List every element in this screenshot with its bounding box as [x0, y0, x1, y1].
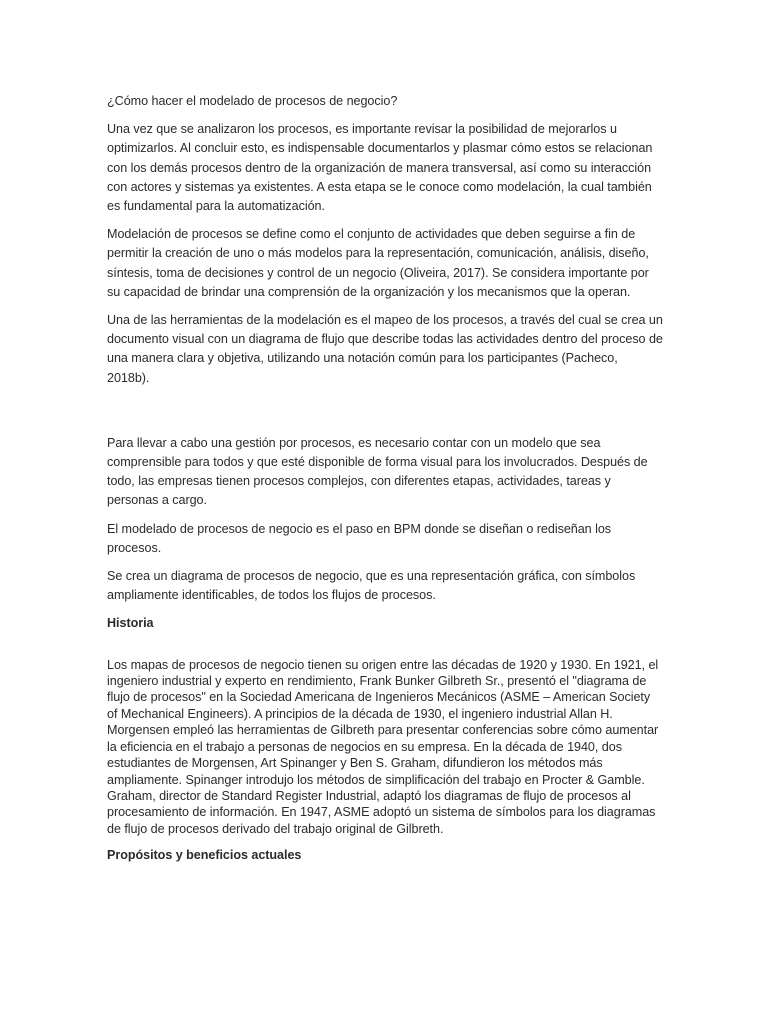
paragraph-modelacion-definicion: Modelación de procesos se define como el conjunto de actividades que deben seguirse a fin de permitir la creación de uno o más modelos para la representación, comunicación, análisis, diseño, síntesis, toma de decisiones y control de un negocio (Oliveira, 2017). Se considera importante por su capacidad de brindar una comprensión de la organización y los mecanismos que la operan. — [107, 227, 649, 299]
section-question-title: ¿Cómo hacer el modelado de procesos de negocio? — [107, 94, 398, 108]
paragraph-gestion-procesos: Para llevar a cabo una gestión por procesos, es necesario contar con un modelo que sea comprensible para todos y que esté disponible de forma visual para los involucrados. Después de todo, las empresas tienen procesos complejos, con diferentes etapas, actividades, tareas y personas a cargo. — [107, 435, 648, 508]
paragraph-modelacion-intro: Una vez que se analizaron los procesos, es importante revisar la posibilidad de mejorarlos u optimizarlos. Al concluir esto, es indispensable documentarlos y plasmar cómo estos se relacionan con los demás procesos dentro de la organización de manera transversal, así como su interacción con actores y sistemas ya existentes. A esta etapa se le conoce como modelación, la cual también es fundamental para la automatización. — [107, 122, 653, 214]
paragraph-bpm: El modelado de procesos de negocio es el paso en BPM donde se diseñan o rediseñan los procesos. — [107, 521, 612, 555]
document-page — [107, 88, 663, 865]
paragraph-historia: Los mapas de procesos de negocio tienen su origen entre las décadas de 1920 y 1930. En 1921, el ingeniero industrial y experto en rendimiento, Frank Bunker Gilbreth Sr., presentó el "diagrama de flujo de procesos" en la Sociedad Americana de Ingenieros Mecánicos (ASME – American Society of Mechanical Engineers). A principios de la década de 1930, el ingeniero industrial Allan H. Morgensen empleó las herramientas de Gilbreth para presentar conferencias sobre cómo aumentar la eficiencia en el trabajo a personas de negocios en su empresa. En la década de 1940, dos estudiantes de Morgensen, Art Spinanger y Ben S. Graham, difundieron los métodos más ampliamente. Spinanger introdujo los métodos de simplificación del trabajo en Procter & Gamble. Graham, director de Standard Register Industrial, adaptó los diagramas de flujo de procesos al procesamiento de información. En 1947, ASME adoptó un sistema de símbolos para los diagramas de flujo de procesos derivado del trabajo original de Gilbreth. — [107, 657, 659, 836]
paragraph-diagrama: Se crea un diagrama de procesos de negocio, que es una representación gráfica, con símbolos ampliamente identificables, de todos los flujos de procesos. — [107, 569, 636, 603]
heading-propositos: Propósitos y beneficios actuales — [107, 848, 302, 863]
heading-historia: Historia — [107, 616, 154, 631]
paragraph-mapeo-procesos: Una de las herramientas de la modelación es el mapeo de los procesos, a través del cual se crea un documento visual con un diagrama de flujo que describe todas las actividades dentro del proceso de una manera clara y objetiva, utilizando una notación común para los participantes (Pacheco, 2018b). — [107, 313, 663, 385]
